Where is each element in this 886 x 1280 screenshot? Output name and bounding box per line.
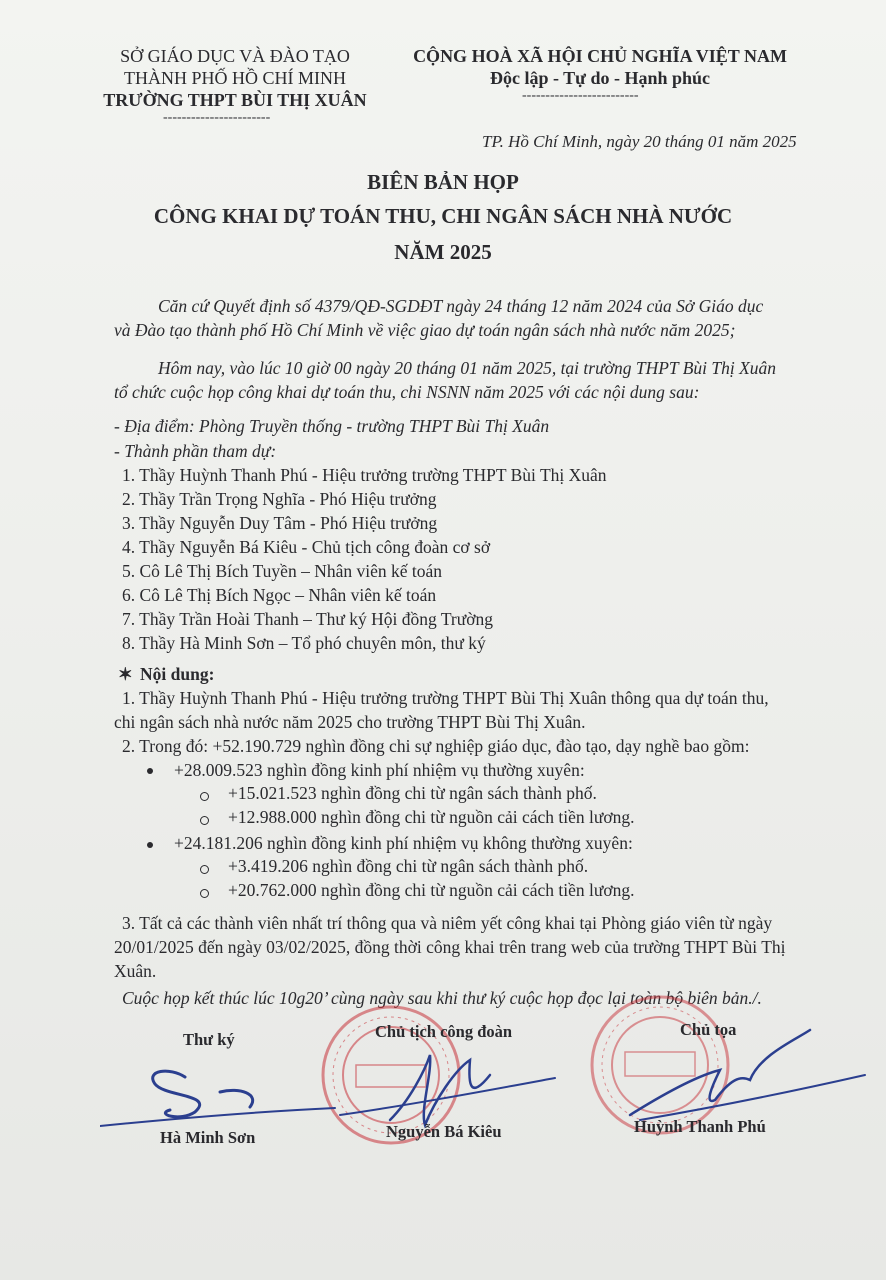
content-item1-line2: chi ngân sách nhà nước năm 2025 cho trường THPT Bùi Thị Xuân.	[114, 712, 586, 732]
secretary-title: Thư ký	[183, 1030, 235, 1049]
hollow-circle-icon	[200, 816, 209, 825]
star-icon: ✶	[118, 664, 133, 684]
list-item: 1. Thầy Huỳnh Thanh Phú - Hiệu trưởng trường THPT Bùi Thị Xuân	[122, 465, 607, 485]
doc-title-line3: NĂM 2025	[394, 240, 492, 264]
national-motto: Độc lập - Tự do - Hạnh phúc	[489, 68, 711, 88]
basis-line1: Căn cứ Quyết định số 4379/QĐ-SGDĐT ngày 24 tháng 12 năm 2024 của Sở Giáo dục	[158, 296, 764, 316]
list-item: 8. Thầy Hà Minh Sơn – Tổ phó chuyên môn, thư ký	[122, 633, 486, 653]
chair-title: Chủ tọa	[680, 1020, 737, 1039]
list-item: 4. Thầy Nguyễn Bá Kiêu - Chủ tịch công đoàn cơ sở	[122, 537, 491, 557]
list-item: 2. Thầy Trần Trọng Nghĩa - Phó Hiệu trưởng	[122, 489, 437, 509]
union-chair-name: Nguyễn Bá Kiêu	[386, 1122, 502, 1141]
chair-signature	[610, 1020, 870, 1130]
doc-title-line2: CÔNG KHAI DỰ TOÁN THU, CHI NGÂN SÁCH NHÀ NƯỚC	[153, 204, 733, 228]
content-item3-line3: Xuân.	[114, 961, 157, 981]
budget-nonrecurring-city: +3.419.206 nghìn đồng chi từ ngân sách thành phố.	[228, 856, 589, 876]
closing-statement: Cuộc họp kết thúc lúc 10g20’ cùng ngày sau khi thư ký cuộc họp đọc lại toàn bộ biên bản./.	[122, 988, 762, 1008]
issuer-city: THÀNH PHỐ HỒ CHÍ MINH	[124, 68, 346, 88]
chair-name: Huỳnh Thanh Phú	[634, 1117, 766, 1136]
budget-recurring-salary: +12.988.000 nghìn đồng chi từ nguồn cải cách tiền lương.	[228, 807, 635, 827]
list-item: 6. Cô Lê Thị Bích Ngọc – Nhân viên kế toán	[122, 585, 437, 605]
hollow-circle-icon	[200, 889, 209, 898]
list-item: 3. Thầy Nguyễn Duy Tâm - Phó Hiệu trưởng	[122, 513, 438, 533]
issuer-school: TRƯỜNG THPT BÙI THỊ XUÂN	[103, 90, 367, 110]
filled-dot-icon	[147, 842, 153, 848]
content-heading: Nội dung:	[140, 664, 215, 684]
meeting-location: - Địa điểm: Phòng Truyền thống - trường THPT Bùi Thị Xuân	[114, 416, 550, 436]
content-item3-line2: 20/01/2025 đến ngày 03/02/2025, đồng thời công khai trên trang web của trường THPT Bùi Thị	[114, 937, 786, 957]
secretary-signature	[100, 1052, 340, 1132]
document-date: TP. Hồ Chí Minh, ngày 20 tháng 01 năm 2025	[482, 132, 797, 151]
secretary-name: Hà Minh Sơn	[160, 1128, 256, 1147]
national-title: CỘNG HOÀ XÃ HỘI CHỦ NGHĨA VIỆT NAM	[413, 46, 787, 66]
hollow-circle-icon	[200, 865, 209, 874]
doc-title-line1: BIÊN BẢN HỌP	[367, 170, 519, 194]
filled-dot-icon	[147, 768, 153, 774]
issuer-department: SỞ GIÁO DỤC VÀ ĐÀO TẠO	[120, 46, 350, 66]
budget-recurring: +28.009.523 nghìn đồng kinh phí nhiệm vụ thường xuyên:	[174, 760, 585, 780]
content-item2: 2. Trong đó: +52.190.729 nghìn đồng chi sự nghiệp giáo dục, đào tạo, dạy nghề bao gồm:	[122, 736, 750, 756]
union-chair-title: Chủ tịch công đoàn	[375, 1022, 513, 1041]
list-item: 7. Thầy Trần Hoài Thanh – Thư ký Hội đồng Trường	[122, 609, 493, 629]
list-item: 5. Cô Lê Thị Bích Tuyền – Nhân viên kế toán	[122, 561, 442, 581]
basis-line2: và Đào tạo thành phố Hồ Chí Minh về việc giao dự toán ngân sách nhà nước năm 2025;	[114, 320, 736, 340]
budget-recurring-city: +15.021.523 nghìn đồng chi từ ngân sách thành phố.	[228, 783, 597, 803]
content-item1-line1: 1. Thầy Huỳnh Thanh Phú - Hiệu trưởng trường THPT Bùi Thị Xuân thông qua dự toán thu,	[122, 688, 769, 708]
budget-nonrecurring-salary: +20.762.000 nghìn đồng chi từ nguồn cải cách tiền lương.	[228, 880, 635, 900]
budget-nonrecurring: +24.181.206 nghìn đồng kinh phí nhiệm vụ không thường xuyên:	[174, 833, 633, 853]
intro-line2: tổ chức cuộc họp công khai dự toán thu, chi NSNN năm 2025 với các nội dung sau:	[114, 382, 700, 402]
participants-label: - Thành phần tham dự:	[114, 441, 277, 461]
intro-line1: Hôm nay, vào lúc 10 giờ 00 ngày 20 tháng 01 năm 2025, tại trường THPT Bùi Thị Xuân	[158, 358, 777, 378]
header-right-rule: -------------------------	[522, 88, 639, 103]
header-left-rule: -----------------------	[163, 110, 271, 125]
hollow-circle-icon	[200, 792, 209, 801]
content-item3-line1: 3. Tất cả các thành viên nhất trí thông qua và niêm yết công khai tại Phòng giáo viên từ ngày	[122, 913, 773, 933]
